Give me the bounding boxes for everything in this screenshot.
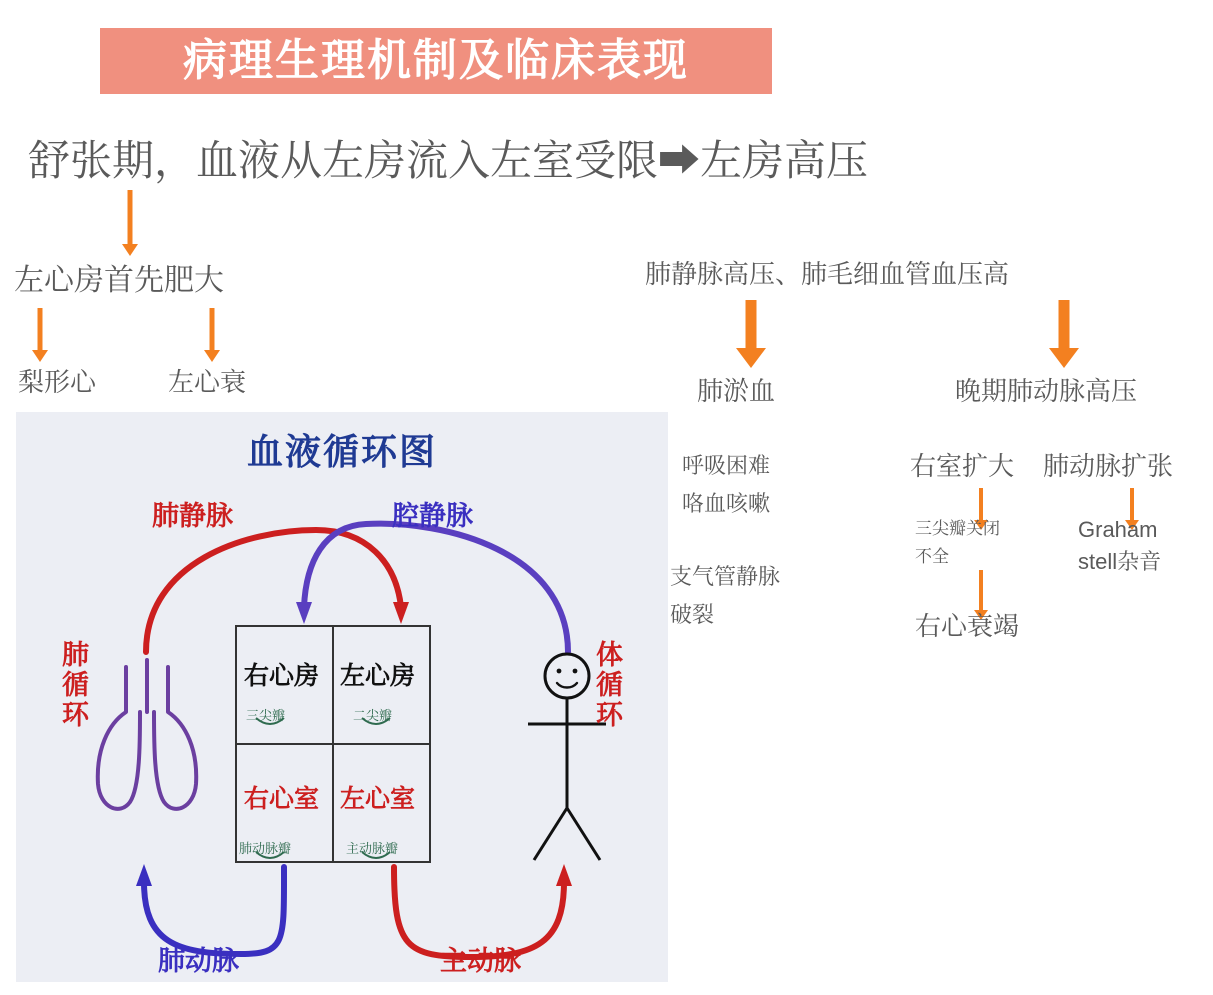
pulmonary-congestion-title: 肺淤血 <box>697 376 776 406</box>
page-title: 病理生理机制及临床表现 <box>183 36 689 85</box>
tricuspid-regurgitation-line2: 不全 <box>915 547 949 566</box>
valve-mitral: 二尖瓣 <box>353 708 393 723</box>
left-atrium-hypertrophy-label: 左心房首先肥大 <box>14 264 224 297</box>
label-pulmonary-circulation: 肺循环 <box>58 640 88 730</box>
blood-circulation-diagram <box>16 412 668 982</box>
page-title-banner <box>100 28 772 94</box>
late-pulmonary-hypertension-title: 晚期肺动脉高压 <box>955 376 1138 406</box>
arrow-down-to-pear-heart <box>30 308 50 362</box>
arrow-down-to-left-atrium <box>120 190 140 256</box>
symptom-dyspnea: 呼吸困难 <box>682 453 771 478</box>
symptom-bronchial-vein: 支气管静脉 <box>670 564 781 589</box>
label-vena-cava: 腔静脉 <box>392 501 473 531</box>
top-sentence: 舒张期，血液从左房流入左室受限➡左房高压 <box>28 137 869 184</box>
tricuspid-regurgitation-line1: 三尖瓣关闭 <box>915 519 1000 538</box>
outcome-pear-heart: 梨形心 <box>18 367 97 397</box>
outcome-left-heart-failure: 左心衰 <box>168 367 247 397</box>
arrow-down-to-pulmonary-congestion <box>735 300 767 368</box>
right-heart-failure-label: 右心衰竭 <box>915 611 1020 641</box>
arrow-down-to-left-heart-failure <box>202 308 222 362</box>
label-systemic-circulation: 体循环 <box>592 640 622 730</box>
graham-stell-line2: stell杂音 <box>1078 549 1162 574</box>
chamber-left-ventricle: 左心室 <box>340 785 416 813</box>
graham-stell-line1: Graham <box>1078 517 1158 542</box>
right-ventricle-dilation-label: 右室扩大 <box>910 451 1015 481</box>
pulmonary-artery-dilation-label: 肺动脉扩张 <box>1043 451 1174 481</box>
label-aorta: 主动脉 <box>440 946 521 976</box>
valve-aortic: 主动脉瓣 <box>346 841 399 856</box>
circulation-diagram-title: 血液循环图 <box>246 431 437 472</box>
pulmonary-venous-hypertension-header: 肺静脉高压、肺毛细血管血压高 <box>645 259 1010 289</box>
chamber-right-atrium: 右心房 <box>244 662 320 690</box>
chamber-right-ventricle: 右心室 <box>244 785 320 813</box>
label-pulmonary-artery: 肺动脉 <box>158 946 239 976</box>
valve-pulmonary: 肺动脉瓣 <box>239 841 292 856</box>
arrow-down-to-late-pulmonary-hypertension <box>1048 300 1080 368</box>
label-pulmonary-vein: 肺静脉 <box>152 501 233 531</box>
valve-tricuspid: 三尖瓣 <box>246 708 286 723</box>
chamber-left-atrium: 左心房 <box>340 662 416 690</box>
symptom-rupture: 破裂 <box>670 602 715 627</box>
symptom-hemoptysis-cough: 咯血咳嗽 <box>682 491 771 516</box>
